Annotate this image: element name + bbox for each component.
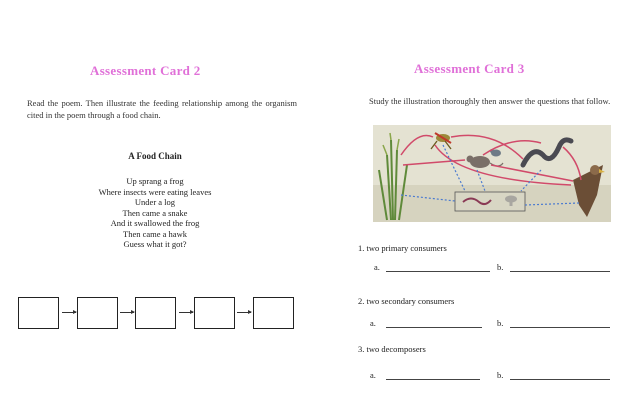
question-2 bbox=[358, 296, 454, 306]
answer-a-label: a. bbox=[370, 370, 376, 380]
answer-2b-field[interactable] bbox=[510, 327, 610, 328]
answer-b-label: b. bbox=[497, 370, 504, 380]
food-chain-box-4[interactable] bbox=[194, 297, 235, 329]
question-number: 1. bbox=[358, 243, 365, 253]
question-text: two secondary consumers bbox=[366, 296, 455, 306]
arrow-right-icon bbox=[62, 312, 76, 313]
answer-3a-field[interactable] bbox=[386, 379, 480, 380]
question-text: two decomposers bbox=[366, 344, 426, 354]
poem bbox=[0, 176, 310, 250]
card3-title: Assessment Card 3 bbox=[414, 61, 525, 76]
question-1 bbox=[358, 243, 447, 253]
answer-3b-field[interactable] bbox=[510, 379, 610, 380]
answer-b-label: b. bbox=[497, 318, 504, 328]
answer-2a-field[interactable] bbox=[386, 327, 482, 328]
poem-line: Guess what it got? bbox=[123, 239, 187, 249]
card2-title: Assessment Card 2 bbox=[90, 63, 201, 78]
question-3 bbox=[358, 344, 426, 354]
food-chain-box-2[interactable] bbox=[77, 297, 118, 329]
poem-title: A Food Chain bbox=[128, 151, 182, 161]
poem-line: Then came a snake bbox=[122, 207, 188, 218]
card3-instruction: Study the illustration thoroughly then answer the questions that follow. bbox=[369, 96, 611, 106]
food-chain-box-3[interactable] bbox=[135, 297, 176, 329]
food-chain-box-5[interactable] bbox=[253, 297, 294, 329]
answer-b-label: b. bbox=[497, 262, 504, 272]
poem-line: Up sprang a frog bbox=[126, 176, 184, 186]
answer-1b-field[interactable] bbox=[510, 271, 610, 272]
arrow-right-icon bbox=[237, 312, 251, 313]
card2-instruction: Read the poem. Then illustrate the feeding relationship among the organism cited in the poem through a food chain. bbox=[27, 98, 297, 120]
answer-1a-field[interactable] bbox=[386, 271, 490, 272]
answer-a-label: a. bbox=[370, 318, 376, 328]
poem-line: Then came a hawk bbox=[123, 228, 187, 239]
arrow-right-icon bbox=[120, 312, 134, 313]
answer-a-label: a. bbox=[374, 262, 380, 272]
question-text: two primary consumers bbox=[366, 243, 447, 253]
arrow-right-icon bbox=[179, 312, 193, 313]
food-chain-box-1[interactable] bbox=[18, 297, 59, 329]
poem-line: Where insects were eating leaves bbox=[98, 186, 212, 197]
poem-line: Under a log bbox=[134, 197, 176, 207]
question-number: 2. bbox=[358, 296, 365, 306]
question-number: 3. bbox=[358, 344, 365, 354]
food-web-illustration bbox=[373, 125, 611, 222]
poem-line: And it swallowed the frog bbox=[110, 218, 200, 228]
